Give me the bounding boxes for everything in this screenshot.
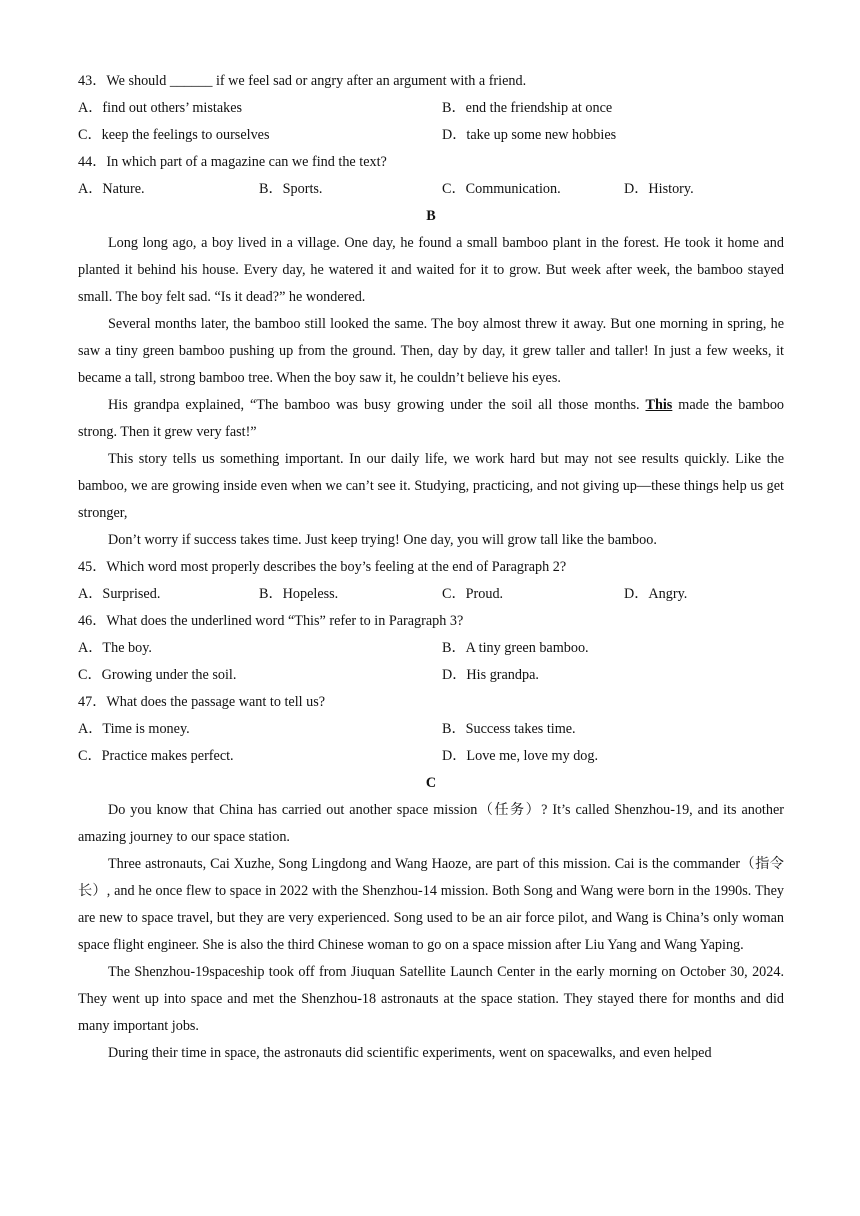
question-47-stem: 47．What does the passage want to tell us? — [78, 694, 326, 710]
question-43-stem: 43．We should ______ if we feel sad or angry after an argument with a friend. — [78, 73, 527, 89]
question-44-option-c: C．Communication. — [442, 181, 561, 197]
question-47-option-a: A．Time is money. — [78, 721, 190, 737]
question-44-stem: 44．In which part of a magazine can we find the text? — [78, 154, 387, 170]
question-43-option-b: B．end the friendship at once — [442, 100, 613, 116]
question-44-options-row — [78, 176, 784, 203]
question-43-options-row-2 — [78, 122, 784, 149]
section-b-paragraph-1: Long long ago, a boy lived in a village. One day, he found a small bamboo plant in the forest. He took it home and planted it behind his house. Every day, he watered it and waited for it to grow. But week after week, the bamboo stayed small. The boy felt sad. “Is it dead?” he wondered. — [78, 235, 784, 305]
question-44-option-b: B．Sports. — [259, 181, 323, 197]
question-47-options-row-1 — [78, 716, 784, 743]
question-46-stem: 46．What does the underlined word “This” refer to in Paragraph 3? — [78, 613, 464, 629]
question-45-options-row — [78, 581, 784, 608]
question-46-option-b: B．A tiny green bamboo. — [442, 640, 589, 656]
question-46-option-c: C．Growing under the soil. — [78, 667, 237, 683]
question-43-option-c: C．keep the feelings to ourselves — [78, 127, 270, 143]
section-b-paragraph-3: His grandpa explained, “The bamboo was busy growing under the soil all those months. This made the bamboo strong. Then it grew very fast!” — [78, 397, 785, 440]
section-c-paragraph-1: Do you know that China has carried out another space mission（任务）? It’s called Shenzhou-19, and its another amazing journey to our space station. — [78, 802, 784, 845]
section-b-paragraph-4: This story tells us something important. In our daily life, we work hard but may not see results quickly. Like the bamboo, we are growing inside even when we can’t see it. Studying, practicing, and not giving up—these things help us get stronger, — [78, 451, 784, 521]
section-c-paragraph-2: Three astronauts, Cai Xuzhe, Song Lingdong and Wang Haoze, are part of this mission. Cai is the commander（指令长）, and he once flew to space in 2022 with the Shenzhou-14 mission. Both Song and Wang were born in the 1990s. They are new to space travel, but they are very experienced. Song used to be an air force pilot, and Wang is China’s only woman space flight engineer. She is also the third Chinese woman to go on a space mission after Liu Yang and Wang Yaping. — [78, 856, 784, 953]
question-46-option-d: D．His grandpa. — [442, 667, 539, 683]
section-c-heading: C — [425, 775, 437, 791]
exam-page — [78, 68, 784, 1067]
question-44-option-a: A．Nature. — [78, 181, 145, 197]
question-47-option-c: C．Practice makes perfect. — [78, 748, 234, 764]
question-45-stem: 45．Which word most properly describes the boy’s feeling at the end of Paragraph 2? — [78, 559, 567, 575]
question-45-option-a: A．Surprised. — [78, 586, 161, 602]
question-43-option-a: A．find out others’ mistakes — [78, 100, 243, 116]
underlined-word-this: This — [645, 397, 673, 413]
question-45-option-b: B．Hopeless. — [259, 586, 339, 602]
question-45-option-d: D．Angry. — [624, 586, 688, 602]
question-47-options-row-2 — [78, 743, 784, 770]
question-47-option-b: B．Success takes time. — [442, 721, 576, 737]
question-43-options-row-1 — [78, 95, 784, 122]
section-c-paragraph-4: During their time in space, the astronauts did scientific experiments, went on spacewalks, and even helped — [108, 1045, 712, 1061]
question-46-options-row-2 — [78, 662, 784, 689]
section-c-paragraph-3: The Shenzhou-19spaceship took off from Jiuquan Satellite Launch Center in the early morning on October 30, 2024. They went up into space and met the Shenzhou-18 astronauts at the space station. They stayed there for months and did many important jobs. — [78, 964, 784, 1034]
section-b-heading: B — [426, 208, 436, 224]
section-b-paragraph-2: Several months later, the bamboo still looked the same. The boy almost threw it away. But one morning in spring, he saw a tiny green bamboo pushing up from the ground. Then, day by day, it grew taller and taller! In just a few weeks, it became a tall, strong bamboo tree. When the boy saw it, he couldn’t believe his eyes. — [78, 316, 784, 386]
section-b-paragraph-5: Don’t worry if success takes time. Just keep trying! One day, you will grow tall like the bamboo. — [108, 532, 657, 548]
question-47-option-d: D．Love me, love my dog. — [442, 748, 599, 764]
question-46-option-a: A．The boy. — [78, 640, 152, 656]
question-46-options-row-1 — [78, 635, 784, 662]
question-44-option-d: D．History. — [624, 181, 694, 197]
question-43-option-d: D．take up some new hobbies — [442, 127, 617, 143]
question-45-option-c: C．Proud. — [442, 586, 504, 602]
